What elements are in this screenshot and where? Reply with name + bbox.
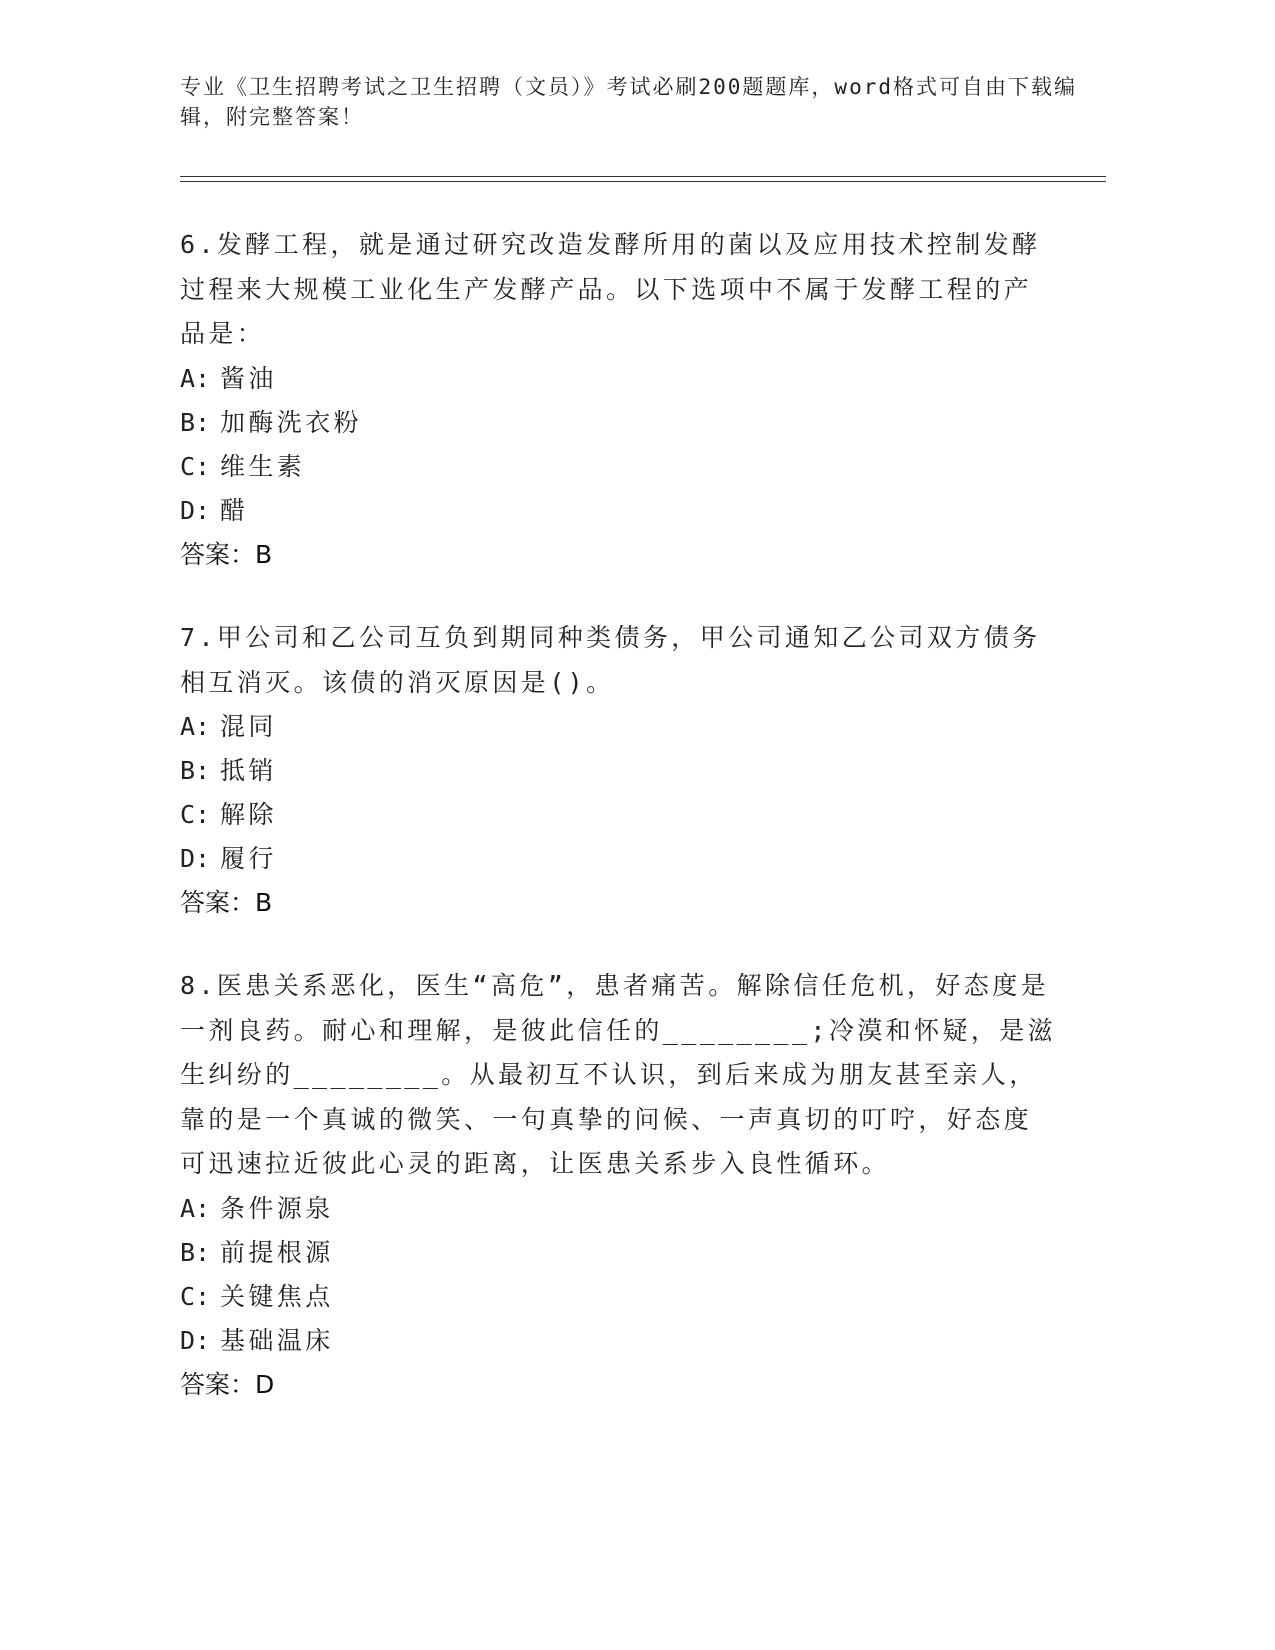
option-text: 加酶洗衣粉 bbox=[220, 407, 363, 437]
option-key: A: bbox=[180, 363, 211, 393]
option-key: B: bbox=[180, 756, 211, 785]
question-8-option-d bbox=[180, 1319, 1060, 1363]
option-key: D: bbox=[180, 844, 211, 873]
question-8-answer: 答案：D bbox=[180, 1369, 275, 1399]
question-7 bbox=[180, 616, 1060, 925]
question-6-answer: 答案：B bbox=[180, 539, 273, 569]
question-6-option-d bbox=[180, 489, 1060, 533]
option-text: 前提根源 bbox=[220, 1237, 334, 1267]
question-7-option-a bbox=[180, 705, 1060, 749]
question-6-option-a bbox=[180, 357, 1060, 401]
option-key: D: bbox=[180, 495, 211, 525]
question-6-text: 6.发酵工程，就是通过研究改造发酵所用的菌以及应用技术控制发酵过程来大规模工业化生产发酵产品。以下选项中不属于发酵工程的产品是： bbox=[180, 230, 1041, 348]
question-8-option-b bbox=[180, 1231, 1060, 1275]
option-text: 关键焦点 bbox=[220, 1281, 334, 1311]
option-key: A: bbox=[180, 712, 211, 741]
option-key: B: bbox=[180, 407, 211, 437]
option-text: 条件源泉 bbox=[220, 1193, 334, 1223]
option-text: 醋 bbox=[220, 495, 249, 525]
question-6-option-c bbox=[180, 445, 1060, 489]
header-divider bbox=[180, 176, 1106, 182]
option-text: 解除 bbox=[220, 800, 277, 829]
question-7-option-c bbox=[180, 793, 1060, 837]
option-key: C: bbox=[180, 800, 211, 829]
question-7-text: 7.甲公司和乙公司互负到期同种类债务，甲公司通知乙公司双方债务相互消灭。该债的消灭原因是()。 bbox=[180, 623, 1041, 697]
option-key: A: bbox=[180, 1193, 211, 1223]
question-7-option-d bbox=[180, 837, 1060, 881]
option-key: C: bbox=[180, 451, 211, 481]
question-6-option-b bbox=[180, 401, 1060, 445]
question-7-answer: 答案：B bbox=[180, 888, 273, 917]
question-7-option-b bbox=[180, 749, 1060, 793]
option-text: 履行 bbox=[220, 844, 277, 873]
option-key: B: bbox=[180, 1237, 211, 1267]
option-text: 抵销 bbox=[220, 756, 277, 785]
document-header: 专业《卫生招聘考试之卫生招聘（文员）》考试必刷200题题库，word格式可自由下载编辑，附完整答案！ bbox=[180, 75, 1077, 129]
option-key: C: bbox=[180, 1281, 211, 1311]
divider-line-top bbox=[180, 176, 1106, 177]
question-8-text: 8.医患关系恶化，医生“高危”，患者痛苦。解除信任危机，好态度是一剂良药。耐心和理解，是彼此信任的________;冷漠和怀疑，是滋生纠纷的________。从最初互不认识，到后来成为朋友甚至亲人，靠的是一个真诚的微笑、一句真挚的问候、一声真切的叮咛，好态度可迅速拉近彼此心灵的距离，让医患关系步入良性循环。 bbox=[180, 971, 1057, 1178]
option-key: D: bbox=[180, 1325, 211, 1355]
option-text: 基础温床 bbox=[220, 1325, 334, 1355]
question-6 bbox=[180, 223, 1060, 577]
question-8 bbox=[180, 964, 1060, 1407]
question-8-option-a bbox=[180, 1187, 1060, 1231]
option-text: 酱油 bbox=[220, 363, 277, 393]
question-8-option-c bbox=[180, 1275, 1060, 1319]
option-text: 维生素 bbox=[220, 451, 306, 481]
divider-line-bottom bbox=[180, 181, 1106, 182]
option-text: 混同 bbox=[220, 712, 277, 741]
